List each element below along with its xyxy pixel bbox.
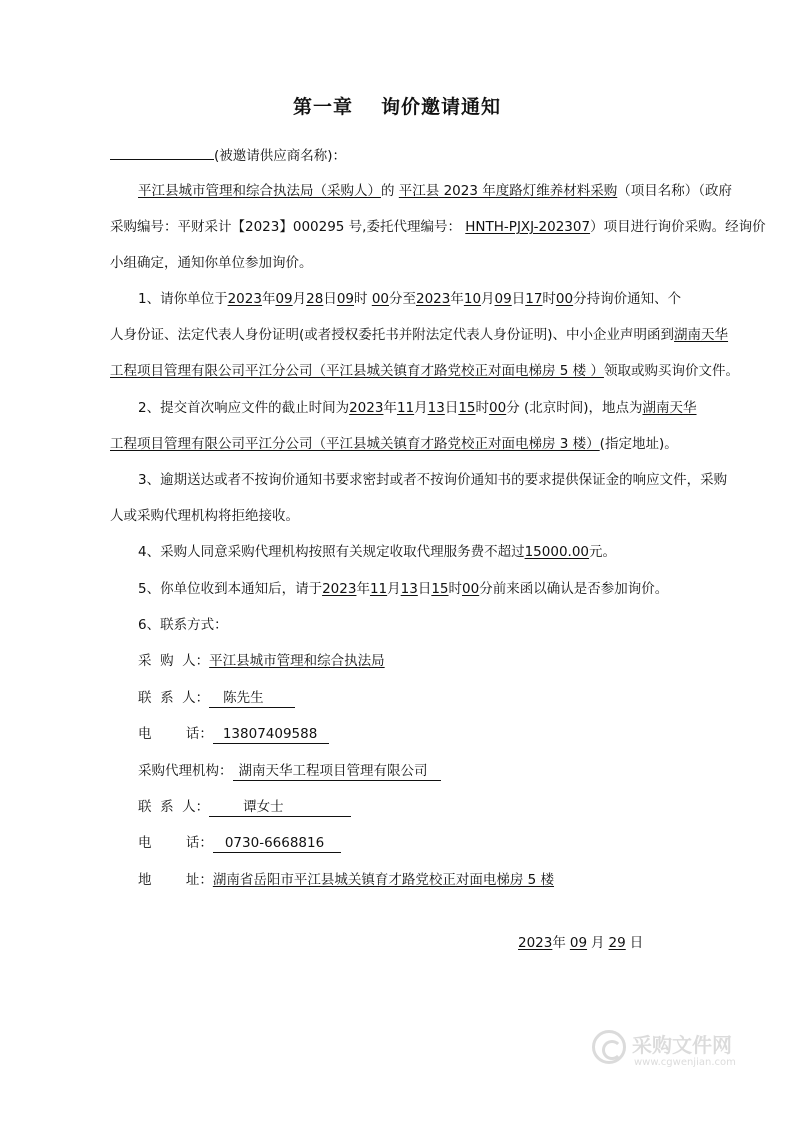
date-value: 11 [369, 581, 388, 597]
intro-line-3 [110, 252, 313, 274]
date-value: 13 [400, 581, 418, 597]
contact-agency-person [138, 796, 351, 818]
item5-line [138, 578, 668, 600]
purchaser-name: 平江县城市管理和综合执法局（采购人） [138, 183, 381, 199]
date-value: 2023 [349, 400, 384, 416]
contact-value: 0730-6668816 [213, 835, 341, 853]
date-value: 28 [306, 291, 324, 307]
item-text: 年 [383, 400, 397, 416]
date-value: 15 [458, 400, 476, 416]
date-value: 2023 [227, 291, 262, 307]
item3-line-1 [138, 469, 727, 491]
submission-location: 工程项目管理有限公司平江分公司（平江县城关镇育才路党校正对面电梯房 3 楼） [110, 436, 600, 452]
item-text: (指定地址)。 [599, 436, 678, 452]
date-value: 2023 [518, 935, 553, 951]
contact-agency-phone [138, 832, 341, 854]
item-text: 日 [417, 581, 432, 597]
salutation-line [110, 145, 346, 167]
service-fee: 15000.00 [524, 544, 590, 560]
item-text: 日 [323, 291, 337, 307]
item1-line-3 [110, 360, 739, 382]
contact-label: 采购代理机构： [138, 763, 233, 779]
page-title [0, 92, 794, 119]
intro-text: 的 [381, 183, 395, 199]
intro-line-2 [110, 216, 766, 238]
item-text: 6、联系方式： [138, 617, 228, 633]
date-unit: 日 [629, 935, 644, 951]
intro-text: ）项目进行询价采购。经询价 [590, 219, 766, 235]
chapter-number: 第一章 [292, 96, 353, 118]
intro-line-1 [138, 180, 732, 202]
contact-label: 采 购 人： [138, 653, 210, 669]
item-text: 时 [448, 581, 463, 597]
item-text: 月 [481, 291, 495, 307]
project-name: 平江县 2023 年度路灯维养材料采购 [398, 183, 618, 199]
item-text: 人或采购代理机构将拒绝接收。 [110, 508, 299, 524]
item-text: 分至 [389, 291, 416, 307]
date-value: 09 [275, 291, 293, 307]
item1-line-2 [110, 324, 728, 346]
item-text: 分前来函以确认是否参加询价。 [479, 581, 669, 597]
contact-label: 联 系 人： [138, 799, 210, 815]
contact-value: 湖南省岳阳市平江县城关镇育才路党校正对面电梯房 5 楼 [212, 872, 555, 888]
item-text: 3、逾期送达或者不按询价通知书要求密封或者不按询价通知书的要求提供保证金的响应文件，采购 [138, 472, 728, 488]
salutation-text: (被邀请供应商名称)： [214, 148, 347, 164]
supplier-name-blank [110, 145, 214, 160]
date-value: 09 [494, 291, 512, 307]
watermark-name: 采购文件网 [632, 1033, 732, 1057]
item-text: 日 [444, 400, 459, 416]
item-text: 人身份证、法定代表人身份证明(或者授权委托书并附法定代表人身份证明)、中小企业声明函到 [110, 327, 675, 343]
item2-line-1 [138, 397, 697, 419]
item1-line-1 [138, 288, 681, 310]
item-text: 年 [450, 291, 464, 307]
agency-number: HNTH-PJXJ-202307 [465, 219, 591, 235]
issue-date [518, 932, 643, 954]
contact-agency [138, 760, 441, 782]
agency-location: 工程项目管理有限公司平江分公司（平江县城关镇育才路党校正对面电梯房 5 楼 ） [110, 363, 604, 379]
chapter-title: 询价邀请通知 [381, 96, 502, 118]
date-value: 00 [462, 581, 480, 597]
date-value: 09 [569, 935, 588, 951]
date-value: 13 [427, 400, 445, 416]
contact-purchaser [138, 650, 385, 672]
item4-line [138, 541, 616, 563]
watermark-logo-icon [592, 1030, 626, 1064]
date-value: 11 [396, 400, 415, 416]
item-text: 2、提交首次响应文件的截止时间为 [138, 400, 350, 416]
contact-label: 联 系 人： [138, 690, 210, 706]
item-text: 年 [356, 581, 370, 597]
item-text: 4、采购人同意采购代理机构按照有关规定收取代理服务费不超过 [138, 544, 525, 560]
item-text: 时 [475, 400, 490, 416]
date-unit: 年 [552, 935, 566, 951]
item-text: 月 [292, 291, 307, 307]
item-text: 5、你单位收到本通知后，请于 [138, 581, 323, 597]
watermark-site: www.cgwenjian.com [634, 1057, 736, 1068]
date-value: 00 [555, 291, 574, 307]
item-text: 日 [511, 291, 526, 307]
contact-label: 电 话： [138, 835, 213, 851]
date-value: 00 [371, 291, 389, 307]
item3-line-2 [110, 505, 299, 527]
contact-value: 13807409588 [213, 726, 329, 744]
contact-value: 陈先生 [209, 690, 295, 708]
contact-phone [138, 723, 329, 745]
date-value: 29 [608, 935, 626, 951]
intro-text: （项目名称）（政府 [617, 183, 732, 199]
item-text: 元。 [589, 544, 617, 560]
item-text: 1、请你单位于 [138, 291, 228, 307]
contact-label: 地 址： [138, 872, 213, 888]
contact-label: 电 话： [138, 726, 213, 742]
date-value: 2023 [416, 291, 451, 307]
date-value: 00 [489, 400, 507, 416]
item-text: 领取或购买询价文件。 [603, 363, 739, 379]
date-value: 09 [336, 291, 355, 307]
item-text: 年 [261, 291, 276, 307]
submission-location: 湖南天华 [642, 400, 697, 416]
item-text: 分 (北京时间)，地点为 [506, 400, 643, 416]
date-unit: 月 [591, 935, 605, 951]
intro-text: 小组确定，通知你单位参加询价。 [110, 255, 313, 271]
item2-line-2 [110, 433, 678, 455]
contact-person [138, 687, 295, 709]
contact-address [138, 869, 554, 891]
item-text: 时 [354, 291, 368, 307]
item-text: 时 [542, 291, 556, 307]
item-text: 月 [414, 400, 428, 416]
agency-location: 湖南天华 [674, 327, 729, 343]
contact-value: 谭女士 [209, 799, 351, 817]
item-text: 月 [387, 581, 401, 597]
watermark [592, 1024, 762, 1074]
item6-line [138, 614, 228, 636]
date-value: 15 [431, 581, 449, 597]
contact-value: 湖南天华工程项目管理有限公司 [233, 763, 441, 781]
item-text: 分持询价通知、个 [573, 291, 682, 307]
date-value: 10 [463, 291, 482, 307]
date-value: 17 [525, 291, 543, 307]
contact-value: 平江县城市管理和综合执法局 [209, 653, 385, 669]
date-value: 2023 [322, 581, 357, 597]
intro-text: 采购编号：平财采计【2023】000295 号,委托代理编号： [110, 219, 461, 235]
